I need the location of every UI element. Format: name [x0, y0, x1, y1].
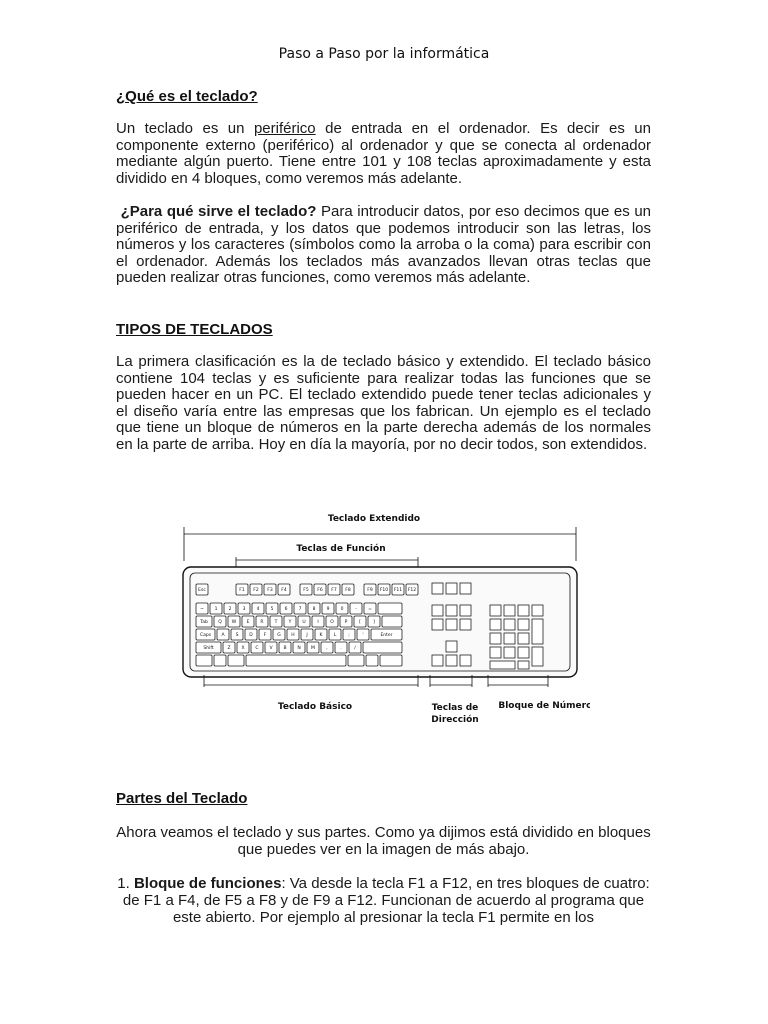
svg-text:W: W [231, 620, 237, 626]
svg-text:~: ~ [200, 607, 204, 613]
keyboard-key [368, 616, 380, 627]
svg-text:F12: F12 [407, 588, 417, 594]
svg-text:Caps: Caps [199, 633, 212, 639]
svg-text:Enter: Enter [380, 633, 393, 639]
svg-text:,: , [326, 646, 328, 652]
keyboard-key [340, 616, 352, 627]
section-heading-tipos: TIPOS DE TECLADOS [116, 321, 273, 338]
keyboard-key [250, 584, 262, 595]
svg-text:F: F [263, 633, 267, 639]
svg-text:Tab: Tab [200, 620, 208, 626]
keyboard-key [196, 642, 221, 653]
keyboard-key [242, 616, 254, 627]
keyboard-key [366, 655, 378, 666]
keyboard-figure [178, 505, 590, 737]
svg-text:F4: F4 [281, 588, 287, 594]
keyboard-key [214, 655, 226, 666]
arrow-up-key [446, 641, 457, 652]
keyboard-key [380, 655, 402, 666]
svg-text:F10: F10 [379, 588, 389, 594]
svg-text:P: P [344, 620, 348, 626]
keyboard-key [196, 629, 215, 640]
svg-text:U: U [302, 620, 306, 626]
svg-text:F1: F1 [239, 588, 245, 594]
keyboard-key [301, 629, 313, 640]
label-teclado-basico: Teclado Básico [277, 702, 353, 712]
keyboard-key [284, 616, 296, 627]
keyboard-key [354, 616, 366, 627]
keyboard-key [314, 584, 326, 595]
svg-text:4: 4 [256, 607, 260, 613]
keyboard-key [328, 584, 340, 595]
keyboard-key [342, 584, 354, 595]
keyboard-diagram [178, 505, 590, 737]
svg-text:5: 5 [270, 607, 274, 613]
label-teclas-de: Teclas de [431, 703, 479, 713]
svg-text:Z: Z [227, 646, 231, 652]
keyboard-key [363, 642, 402, 653]
keyboard-key [322, 603, 334, 614]
label-direccion: Dirección [431, 715, 479, 725]
keyboard-key [266, 603, 278, 614]
svg-text:.: . [340, 646, 342, 652]
svg-text:Shift: Shift [203, 646, 214, 652]
keyboard-key [265, 642, 277, 653]
keyboard-key [378, 584, 390, 595]
keyboard-key [326, 616, 338, 627]
arrow-down-key [446, 655, 457, 666]
keyboard-key [315, 629, 327, 640]
keyboard-key [264, 584, 276, 595]
svg-text:8: 8 [312, 607, 316, 613]
svg-text:F7: F7 [331, 588, 337, 594]
svg-text:F9: F9 [367, 588, 373, 594]
svg-text:F5: F5 [303, 588, 309, 594]
keyboard-key [270, 616, 282, 627]
svg-text:Esc: Esc [198, 588, 206, 594]
paragraph-que-es [116, 121, 651, 187]
keyboard-key [348, 655, 364, 666]
svg-text:S: S [235, 633, 239, 639]
keyboard-key [336, 603, 348, 614]
keyboard-key [196, 616, 212, 627]
keyboard-key [238, 603, 250, 614]
arrow-left-key [432, 655, 443, 666]
keyboard-key [280, 603, 292, 614]
svg-text:Q: Q [218, 620, 222, 626]
svg-text:X: X [241, 646, 245, 652]
svg-text:A: A [221, 633, 225, 639]
label-bloque-numeros: Bloque de Números [498, 701, 590, 711]
section-heading-partes: Partes del Teclado [116, 790, 248, 807]
svg-text:K: K [319, 633, 323, 639]
keyboard-key [312, 616, 324, 627]
svg-text:I: I [317, 620, 319, 626]
svg-text:=: = [368, 607, 372, 613]
svg-text:]: ] [373, 620, 375, 626]
keyboard-key [228, 616, 240, 627]
list-item-bloque-funciones [116, 875, 651, 926]
paragraph-tipos: La primera clasificación es la de teclado básico y extendido. El teclado básico contiene 104 teclas y es suficiente para realizar todas las funciones que se pueden hacer en un PC. El teclado extendido puede tener teclas adicionales y el diseño varía entre las empresas que los fabrican. Un ejemplo es el teclado que tiene un bloque de números en la parte derecha además de los normales en la parte de arriba. Hoy en día la mayoría, por no decir todos, son extendidos. [116, 353, 651, 453]
keyboard-key [196, 603, 208, 614]
keyboard-key [298, 616, 310, 627]
label-teclas-funcion: Teclas de Función [296, 544, 386, 554]
keyboard-key [364, 603, 376, 614]
keyboard-key [371, 629, 402, 640]
page-title: Paso a Paso por la informática [278, 46, 490, 62]
svg-text:N: N [297, 646, 301, 652]
svg-text:G: G [277, 633, 281, 639]
paragraph-partes: Ahora veamos el teclado y sus partes. Como ya dijimos está dividido en bloques que puedes ver en la imagen de más abajo. [116, 824, 651, 858]
keyboard-key [294, 603, 306, 614]
svg-text:D: D [249, 633, 253, 639]
svg-text:M: M [311, 646, 315, 652]
keyboard-key [236, 584, 248, 595]
keyboard-key [406, 584, 418, 595]
keyboard-key [300, 584, 312, 595]
keyboard-key [214, 616, 226, 627]
svg-text:-: - [355, 607, 357, 613]
keyboard-key [357, 629, 369, 640]
keyboard-key [335, 642, 347, 653]
svg-text:F8: F8 [345, 588, 351, 594]
svg-text:1: 1 [214, 607, 218, 613]
svg-text:0: 0 [340, 607, 344, 613]
keyboard-key [382, 616, 402, 627]
keyboard-key [210, 603, 222, 614]
svg-text:[: [ [359, 620, 361, 626]
svg-text:2: 2 [228, 607, 232, 613]
svg-text:R: R [260, 620, 264, 626]
list-number: 1. [117, 875, 134, 892]
keyboard-key [251, 642, 263, 653]
keyboard-key [308, 603, 320, 614]
keyboard-key [287, 629, 299, 640]
svg-text:': ' [362, 633, 364, 639]
svg-text:H: H [291, 633, 295, 639]
periferico-link[interactable]: periférico [253, 120, 316, 137]
keyboard-key [196, 655, 212, 666]
keyboard-key [231, 629, 243, 640]
keyboard-key [279, 642, 291, 653]
paragraph-text: Un teclado es un [116, 120, 254, 137]
svg-text:F3: F3 [267, 588, 273, 594]
keyboard-key [378, 603, 402, 614]
label-teclado-extendido: Teclado Extendido [327, 514, 421, 524]
keyboard-key [224, 603, 236, 614]
keyboard-key [252, 603, 264, 614]
svg-text:V: V [269, 646, 273, 652]
keyboard-key [349, 642, 361, 653]
keyboard-key [392, 584, 404, 595]
keyboard-key [217, 629, 229, 640]
keyboard-key [223, 642, 235, 653]
svg-text:9: 9 [326, 607, 330, 613]
paragraph-text: : Va desde la tecla F1 a F12, en tres bloques de cuatro: de F1 a F4, de F5 a F8 y de F9 a F12. Funcionan de acuerdo al programa que este abierto. Por ejemplo al presionar la tecla F1 permite en los [122, 875, 650, 926]
svg-text:Y: Y [288, 620, 292, 626]
svg-text:F2: F2 [253, 588, 259, 594]
section-heading-que-es: ¿Qué es el teclado? [116, 88, 258, 105]
svg-text:3: 3 [242, 607, 246, 613]
keyboard-key [293, 642, 305, 653]
svg-text:F11: F11 [393, 588, 403, 594]
svg-text:L: L [333, 633, 337, 639]
keyboard-key [343, 629, 355, 640]
svg-text:J: J [306, 633, 308, 639]
svg-text:T: T [274, 620, 278, 626]
keyboard-key [228, 655, 244, 666]
svg-text:O: O [330, 620, 334, 626]
svg-text:6: 6 [284, 607, 288, 613]
keyboard-key [307, 642, 319, 653]
svg-text:C: C [255, 646, 259, 652]
bold-question: ¿Para qué sirve el teclado? [120, 203, 317, 220]
svg-text:F6: F6 [317, 588, 323, 594]
paragraph-text: Para introducir datos, por eso decimos que es un periférico de entrada, y los datos que podemos introducir son las letras, los números y los caracteres (símbolos como la arroba o la coma) para escribir con el ordenador. Además los teclados más avanzados llevan otras teclas que pueden realizar otras funciones, como veremos más adelante. [116, 203, 652, 286]
keyboard-key [256, 616, 268, 627]
bold-term: Bloque de funciones [133, 875, 282, 892]
keyboard-key [278, 584, 290, 595]
keyboard-key [350, 603, 362, 614]
keyboard-key [237, 642, 249, 653]
svg-text:;: ; [348, 633, 350, 639]
svg-text:/: / [354, 646, 356, 652]
keyboard-key [259, 629, 271, 640]
keyboard-key [329, 629, 341, 640]
keyboard-key [364, 584, 376, 595]
svg-text:7: 7 [298, 607, 302, 613]
arrow-right-key [460, 655, 471, 666]
keyboard-key [321, 642, 333, 653]
keyboard-key [273, 629, 285, 640]
svg-text:B: B [283, 646, 287, 652]
paragraph-para-que-sirve [116, 204, 651, 287]
keyboard-key [196, 584, 208, 595]
keyboard-key [246, 655, 346, 666]
keyboard-key [245, 629, 257, 640]
paragraph-text: de entrada en el ordenador. Es decir es un componente externo (periférico) al ordenador y que se conecta al ordenador mediante algún puerto. Tiene entre 101 y 108 teclas aproximadamente y esta dividido en 4 bloques, como veremos más adelante. [116, 120, 651, 187]
svg-text:E: E [246, 620, 250, 626]
